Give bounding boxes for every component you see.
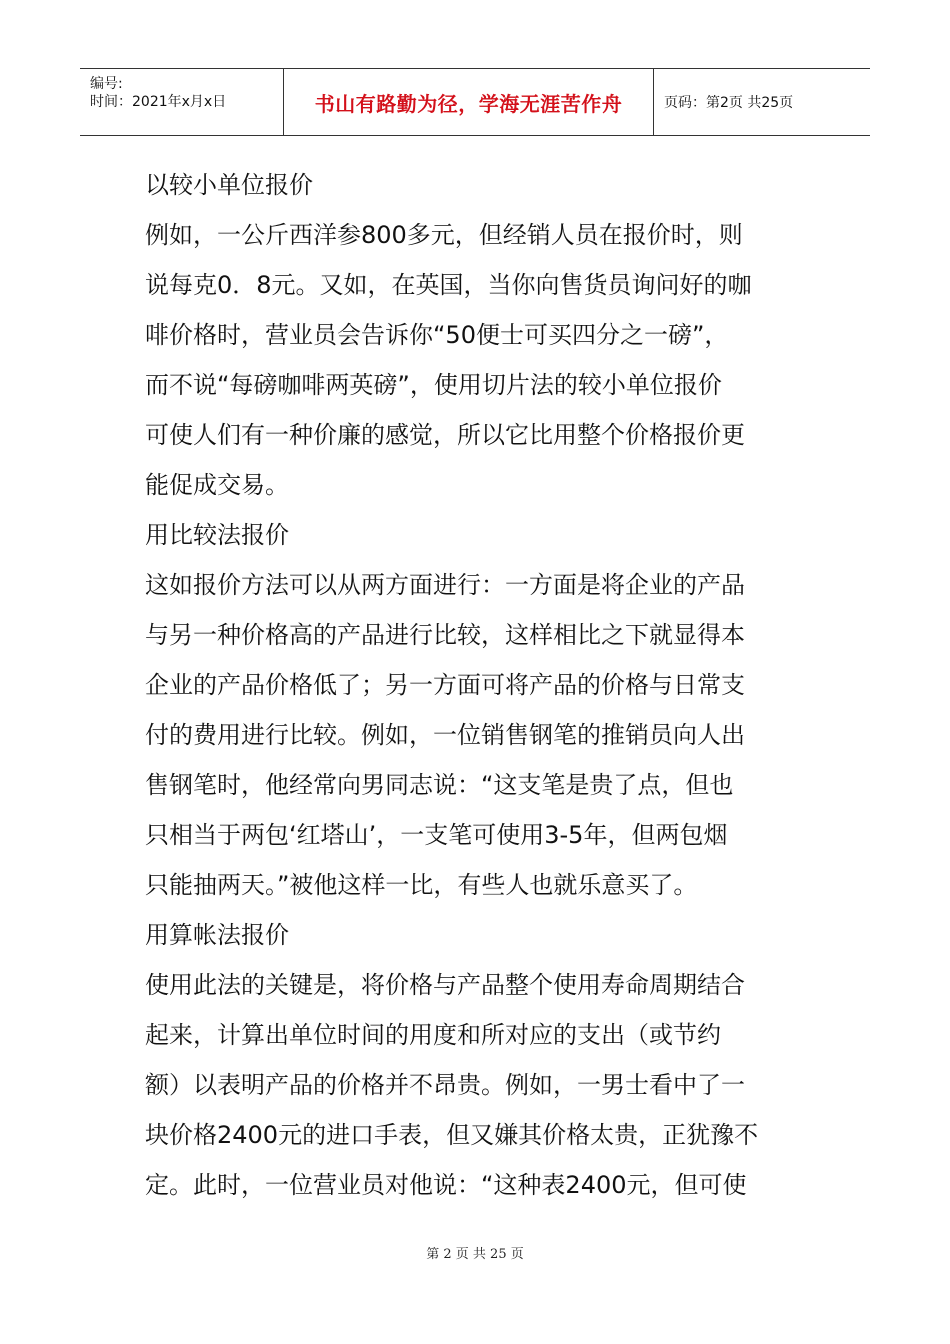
body-line: 用比较法报价 xyxy=(145,521,289,549)
body-line: 与另一种价格高的产品进行比较，这样相比之下就显得本 xyxy=(145,621,745,649)
body-line: 付的费用进行比较。例如，一位销售钢笔的推销员向人出 xyxy=(145,721,745,749)
body-line: 只相当于两包‘红塔山’，一支笔可使用3-5年，但两包烟 xyxy=(145,821,728,849)
body-line: 定。此时，一位营业员对他说：“这种表2400元，但可使 xyxy=(145,1171,747,1199)
body-line: 这如报价方法可以从两方面进行：一方面是将企业的产品 xyxy=(145,571,745,599)
body-line: 以较小单位报价 xyxy=(145,171,313,199)
body-line: 而不说“每磅咖啡两英磅”，使用切片法的较小单位报价 xyxy=(145,371,722,399)
header-page-info: 页码：第2页 共25页 xyxy=(664,95,794,111)
document-body xyxy=(145,160,815,1210)
body-line: 块价格2400元的进口手表，但又嫌其价格太贵，正犹豫不 xyxy=(145,1121,759,1149)
body-line: 例如，一公斤西洋参800多元，但经销人员在报价时，则 xyxy=(145,221,743,249)
document-number-label: 编号: xyxy=(90,76,123,92)
body-line: 只能抽两天。”被他这样一比，有些人也就乐意买了。 xyxy=(145,871,698,899)
page-header xyxy=(80,68,870,136)
body-line: 能促成交易。 xyxy=(145,471,289,499)
body-line: 额）以表明产品的价格并不昂贵。例如，一男士看中了一 xyxy=(145,1071,745,1099)
body-line: 说每克0．8元。又如，在英国，当你向售货员询问好的咖 xyxy=(145,271,752,299)
body-line: 用算帐法报价 xyxy=(145,921,289,949)
body-line: 啡价格时，营业员会告诉你“50便士可买四分之一磅”， xyxy=(145,321,729,349)
body-line: 售钢笔时，他经常向男同志说：“这支笔是贵了点，但也 xyxy=(145,771,734,799)
header-meta xyxy=(80,69,284,135)
body-line: 企业的产品价格低了；另一方面可将产品的价格与日常支 xyxy=(145,671,745,699)
body-line: 使用此法的关键是，将价格与产品整个使用寿命周期结合 xyxy=(145,971,745,999)
body-line: 可使人们有一种价廉的感觉，所以它比用整个价格报价更 xyxy=(145,421,745,449)
body-line: 起来，计算出单位时间的用度和所对应的支出（或节约 xyxy=(145,1021,721,1049)
page-footer: 第 2 页 共 25 页 xyxy=(426,1247,524,1262)
header-motto: 书山有路勤为径，学海无涯苦作舟 xyxy=(284,69,654,135)
document-date: 时间：2021年x月x日 xyxy=(90,94,227,110)
